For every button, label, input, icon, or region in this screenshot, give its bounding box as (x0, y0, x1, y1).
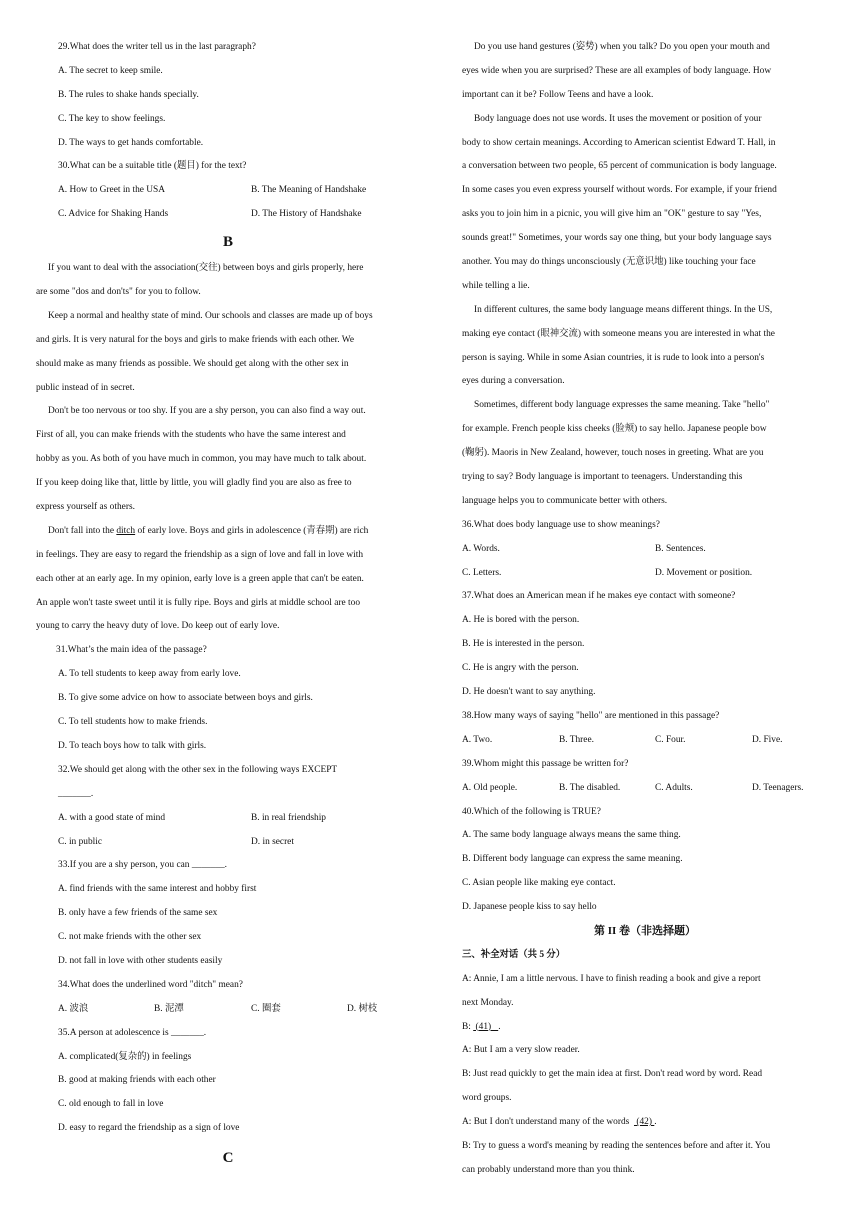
passage-c-line: (鞠躬). Maoris in New Zealand, however, touch noses in greeting. What are you (462, 448, 764, 459)
dialog-line-blank-42 (462, 1111, 828, 1135)
question-40-option-a: A. The same body language always means the same thing. (462, 830, 681, 841)
dialog-line: next Monday. (462, 997, 514, 1008)
passage-c-line: Body language does not use words. It uses the movement or position of your (474, 113, 762, 124)
dialog-line: B: Just read quickly to get the main idea at first. Don't read word by word. Read (462, 1069, 763, 1080)
question-36-stem: 36.What does body language use to show meanings? (462, 519, 660, 530)
question-33-option-c: C. not make friends with the other sex (58, 932, 202, 943)
passage-c-line: In some cases you even express yourself without words. For example, if your friend (462, 185, 777, 196)
question-37-option-b: B. He is interested in the person. (462, 639, 585, 650)
question-32-option-b: B. in real friendship (251, 812, 326, 823)
passage-c-line: while telling a lie. (462, 280, 530, 291)
passage-b-line: each other at an early age. In my opinion, early love is a green apple that can't be eaten. (36, 573, 364, 584)
question-29-stem: 29.What does the writer tell us in the last paragraph? (58, 42, 256, 52)
blank-42: (42) (633, 1117, 655, 1128)
passage-b-line: are some "dos and don'ts" for you to follow. (36, 287, 201, 298)
part-2-title: 第 II 卷（非选择题） (593, 924, 697, 937)
question-37-stem: 37.What does an American mean if he makes eye contact with someone? (462, 591, 736, 602)
passage-b-paragraph-4-first-line (36, 520, 420, 544)
question-30-option-d: D. The History of Handshake (251, 209, 362, 220)
question-32-option-d: D. in secret (251, 836, 294, 847)
question-35-option-b: B. good at making friends with each other (58, 1075, 216, 1086)
dialog-line-blank-41 (462, 1016, 828, 1040)
question-39-option-c: C. Adults. (655, 782, 693, 793)
question-38-option-a: A. Two. (462, 734, 493, 745)
section-c-title: C (222, 1150, 234, 1167)
question-32-option-c: C. in public (58, 836, 103, 847)
question-32-stem: 32.We should get along with the other sex in the following ways EXCEPT (58, 764, 338, 775)
passage-c-line: language helps you to communicate better with others. (462, 495, 668, 506)
question-38-option-d: D. Five. (752, 734, 783, 745)
question-36-options-row-1 (462, 538, 828, 562)
question-31-option-d: D. To teach boys how to talk with girls. (58, 740, 207, 751)
question-31-option-a: A. To tell students to keep away from early love. (58, 669, 241, 680)
underlined-word-ditch: ditch (116, 525, 136, 536)
question-34-option-a: A. 波浪 (58, 1003, 89, 1014)
dialog-line: A: But I am a very slow reader. (462, 1045, 580, 1056)
passage-c-line: a conversation between two people, 65 percent of communication is body language. (462, 161, 777, 172)
question-31-stem: 31.What’s the main idea of the passage? (56, 645, 207, 656)
question-40-option-c: C. Asian people like making eye contact. (462, 878, 616, 889)
question-29-option-c: C. The key to show feelings. (58, 113, 166, 124)
passage-b-line: express yourself as others. (36, 502, 135, 513)
passage-b-text: Don't fall into the (48, 525, 117, 536)
dialog-line: word groups. (462, 1093, 512, 1104)
passage-b-line: and girls. It is very natural for the boys and girls to make friends with each other. We (36, 334, 354, 345)
passage-c-line: making eye contact (眼神交流) with someone means you are interested in what the (462, 328, 775, 339)
question-38-option-c: C. Four. (655, 734, 686, 745)
dialog-line: B: Try to guess a word's meaning by reading the sentences before and after it. You (462, 1140, 771, 1151)
question-38-option-b: B. Three. (559, 734, 594, 745)
passage-c-line: trying to say? Body language is important to teenagers. Understanding this (462, 472, 743, 483)
question-36-option-a: A. Words. (462, 543, 500, 554)
passage-c-line: another. You may do things unconsciously (无意识地) like touching your face (462, 257, 756, 268)
passage-c-line: sounds great!" Sometimes, your words say one thing, but your body language says (462, 233, 772, 244)
question-32-blank: _______. (58, 788, 94, 799)
passage-b-text: of early love. Boys and girls in adolescence (青春期) are rich (135, 525, 369, 536)
question-32-options-row-2 (36, 831, 420, 855)
question-34-option-d: D. 树枝 (347, 1003, 378, 1014)
question-36-option-d: D. Movement or position. (655, 567, 753, 578)
question-39-option-a: A. Old people. (462, 782, 518, 793)
passage-b-line: hobby as you. As both of you have much in common, you may have much to talk about. (36, 454, 367, 465)
question-33-option-a: A. find friends with the same interest and hobby first (58, 884, 257, 895)
passage-c-line: eyes during a conversation. (462, 376, 565, 387)
dialog-text: . (654, 1117, 657, 1128)
passage-c-line: Sometimes, different body language expresses the same meaning. Take "hello" (474, 400, 770, 411)
passage-b-line: Keep a normal and healthy state of mind. Our schools and classes are made up of boys (48, 310, 373, 321)
question-30-option-b: B. The Meaning of Handshake (251, 185, 367, 196)
question-35-option-d: D. easy to regard the friendship as a sign of love (58, 1123, 240, 1134)
section-b-title: B (222, 234, 233, 251)
question-39-option-b: B. The disabled. (559, 782, 621, 793)
question-33-option-b: B. only have a few friends of the same sex (58, 908, 218, 919)
passage-c-line: In different cultures, the same body language means different things. In the US, (474, 304, 773, 315)
question-32-options-row-1 (36, 807, 420, 831)
question-31-option-b: B. To give some advice on how to associate between boys and girls. (58, 693, 313, 704)
passage-c-line: asks you to join him in a picnic, you will give him an "OK" gesture to say "Yes, (462, 209, 762, 220)
question-29-option-a: A. The secret to keep smile. (58, 65, 163, 76)
question-34-option-b: B. 泥潭 (154, 1003, 184, 1014)
passage-b-line: should make as many friends as possible. We should get along with the other sex in (36, 358, 349, 369)
passage-c-line: body to show certain meanings. According to American scientist Edward T. Hall, in (462, 137, 776, 148)
question-29-option-d: D. The ways to get hands comfortable. (58, 137, 204, 148)
passage-b-line: If you keep doing like that, little by little, you will gladly find you are also as free to (36, 478, 352, 489)
dialog-text: A: But I don't understand many of the words (462, 1117, 634, 1128)
passage-c-line: person is saying. While in some Asian countries, it is rude to look into a person's (462, 352, 765, 363)
question-29-option-b: B. The rules to shake hands specially. (58, 89, 199, 100)
right-column (462, 36, 828, 1183)
passage-b-line: First of all, you can make friends with the students who have the same interest and (36, 430, 346, 441)
question-40-stem: 40.Which of the following is TRUE? (462, 806, 601, 817)
question-40-option-d: D. Japanese people kiss to say hello (462, 902, 597, 913)
blank-41: (41) (473, 1021, 499, 1032)
question-40-option-b: B. Different body language can express the same meaning. (462, 854, 683, 865)
question-30-stem: 30.What can be a suitable title (题目) for the text? (58, 161, 247, 172)
passage-b-line: Don't be too nervous or too shy. If you are a shy person, you can also find a way out. (48, 406, 366, 417)
question-38-options (462, 729, 828, 753)
question-34-stem: 34.What does the underlined word "ditch" mean? (58, 979, 243, 990)
dialog-line: can probably understand more than you think. (462, 1164, 635, 1175)
question-39-options (462, 777, 828, 801)
question-32-option-a: A. with a good state of mind (58, 812, 166, 823)
question-34-options (36, 998, 420, 1022)
dialog-text: B: (462, 1021, 474, 1032)
question-33-option-d: D. not fall in love with other students easily (58, 955, 223, 966)
question-37-option-a: A. He is bored with the person. (462, 615, 580, 626)
passage-c-line: eyes wide when you are surprised? These are all examples of body language. How (462, 65, 772, 76)
question-35-stem: 35.A person at adolescence is _______. (58, 1027, 207, 1038)
question-36-option-b: B. Sentences. (655, 543, 706, 554)
passage-c-line: for example. French people kiss cheeks (脸颊) to say hello. Japanese people bow (462, 424, 767, 435)
passage-c-line: Do you use hand gestures (姿势) when you talk? Do you open your mouth and (474, 42, 770, 52)
dialog-text: . (498, 1021, 501, 1032)
question-35-option-a: A. complicated(复杂的) in feelings (58, 1051, 192, 1062)
question-30-options-row-1 (36, 179, 420, 203)
question-31-option-c: C. To tell students how to make friends. (58, 717, 208, 728)
passage-c-line: important can it be? Follow Teens and have a look. (462, 89, 654, 100)
question-30-option-c: C. Advice for Shaking Hands (58, 209, 169, 220)
passage-b-line: public instead of in secret. (36, 382, 135, 393)
passage-b-line: young to carry the heavy duty of love. Do keep out of early love. (36, 621, 280, 632)
passage-b-line: If you want to deal with the association(交往) between boys and girls properly, here (48, 263, 364, 274)
dialog-line: A: Annie, I am a little nervous. I have to finish reading a book and give a report (462, 973, 761, 984)
question-30-options-row-2 (36, 203, 420, 227)
left-column (36, 36, 420, 1171)
question-36-option-c: C. Letters. (462, 567, 502, 578)
question-34-option-c: C. 圈套 (251, 1003, 281, 1014)
passage-b-line: An apple won't taste sweet until it is fully ripe. Boys and girls at middle school are too (36, 597, 361, 608)
question-39-option-d: D. Teenagers. (752, 782, 804, 793)
question-37-option-c: C. He is angry with the person. (462, 663, 579, 674)
passage-b-line: in feelings. They are easy to regard the friendship as a sign of love and fall in love with (36, 549, 364, 560)
question-30-option-a: A. How to Greet in the USA (58, 185, 166, 196)
part-3-heading: 三、补全对话（共 5 分） (462, 949, 566, 960)
question-39-stem: 39.Whom might this passage be written for? (462, 758, 629, 769)
question-38-stem: 38.How many ways of saying "hello" are mentioned in this passage? (462, 710, 720, 721)
question-36-options-row-2 (462, 562, 828, 586)
question-35-option-c: C. old enough to fall in love (58, 1099, 164, 1110)
question-33-stem: 33.If you are a shy person, you can _______. (58, 860, 227, 871)
question-37-option-d: D. He doesn't want to say anything. (462, 687, 596, 698)
